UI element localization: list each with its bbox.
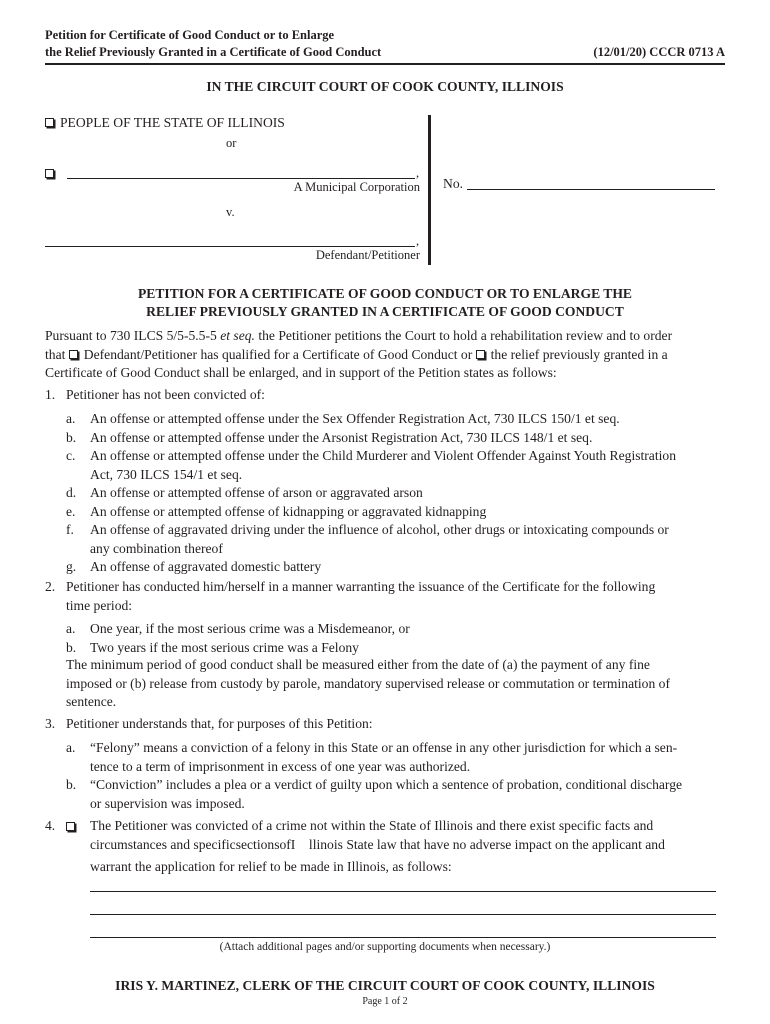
list-item-label: b. bbox=[66, 639, 77, 655]
defendant-name-line[interactable] bbox=[45, 246, 415, 247]
section3-text: Petitioner understands that, for purposes of this Petition: bbox=[66, 716, 373, 731]
versus-label: v. bbox=[226, 205, 235, 219]
explanation-line-2[interactable] bbox=[90, 914, 716, 915]
defendant-qualified-checkbox[interactable] bbox=[69, 350, 78, 359]
list-item-text: Two years if the most serious crime was a Felony bbox=[90, 639, 359, 655]
intro-etseq: et seq. bbox=[220, 328, 255, 343]
case-no-line[interactable] bbox=[467, 189, 715, 190]
municipal-checkbox-wrap[interactable] bbox=[45, 165, 60, 183]
list-item-label: f. bbox=[66, 522, 74, 537]
list-item bbox=[66, 739, 736, 776]
people-option[interactable] bbox=[45, 115, 285, 131]
section2-num: 2. bbox=[45, 579, 56, 594]
list-item-text: “Felony” means a conviction of a felony in this State or an offense in any other jurisdiction for which a sen- bbox=[90, 740, 678, 755]
list-item-label: d. bbox=[66, 485, 77, 500]
section2-line1: Petitioner has conducted him/herself in a manner warranting the issuance of the Certificate for the following bbox=[66, 579, 656, 594]
list-item-text: Act, 730 ILCS 154/1 et seq. bbox=[90, 466, 243, 482]
form-title-line2: the Relief Previously Granted in a Certificate of Good Conduct bbox=[45, 45, 382, 59]
list-item bbox=[66, 639, 736, 658]
people-checkbox[interactable] bbox=[45, 118, 54, 127]
people-label: PEOPLE OF THE STATE OF ILLINOIS bbox=[60, 115, 285, 130]
section2-note-line3: sentence. bbox=[66, 694, 117, 709]
list-item bbox=[66, 620, 736, 639]
section1-list bbox=[66, 410, 736, 577]
explanation-line-1[interactable] bbox=[90, 891, 716, 892]
form-title bbox=[45, 27, 465, 61]
section3-num: 3. bbox=[45, 716, 56, 731]
section2-note bbox=[66, 656, 736, 712]
intro-text-6: Certificate of Good Conduct shall be enlarged, and in support of the Petition states as follows: bbox=[45, 365, 557, 380]
section2-list bbox=[66, 620, 736, 657]
list-item-label: e. bbox=[66, 503, 76, 519]
list-item bbox=[66, 503, 736, 522]
relief-enlarged-checkbox[interactable] bbox=[476, 350, 485, 359]
list-item-label: b. bbox=[66, 777, 77, 792]
attach-note: (Attach additional pages and/or supporting documents when necessary.) bbox=[219, 941, 551, 953]
list-item-text: An offense of aggravated driving under the influence of alcohol, other drugs or intoxicating compounds or bbox=[90, 522, 669, 537]
defendant-comma: , bbox=[416, 234, 420, 248]
section1-num: 1. bbox=[45, 387, 56, 402]
list-item-label: c. bbox=[66, 448, 76, 463]
section2-line2: time period: bbox=[66, 597, 133, 613]
list-item-text: One year, if the most serious crime was a Misdemeanor, or bbox=[90, 621, 410, 636]
municipal-label: A Municipal Corporation bbox=[293, 180, 420, 194]
or-label: or bbox=[226, 136, 237, 150]
section4-text bbox=[90, 817, 740, 854]
section4-checkbox[interactable] bbox=[66, 822, 75, 831]
petition-title-line2: RELIEF PREVIOUSLY GRANTED IN A CERTIFICATE OF GOOD CONDUCT bbox=[146, 304, 624, 319]
list-item bbox=[66, 447, 736, 484]
list-item-text: “Conviction” includes a plea or a verdict of guilty upon which a sentence of probation, conditional discharge bbox=[90, 777, 683, 792]
defendant-label: Defendant/Petitioner bbox=[315, 248, 420, 262]
section4-line1: The Petitioner was convicted of a crime not within the State of Illinois and there exist specific facts and bbox=[90, 818, 654, 833]
list-item-label: a. bbox=[66, 411, 76, 426]
list-item bbox=[66, 776, 736, 813]
intro-text-4: Defendant/Petitioner has qualified for a Certificate of Good Conduct or bbox=[83, 346, 476, 362]
list-item-text: any combination thereof bbox=[90, 540, 223, 556]
list-item bbox=[66, 521, 736, 558]
list-item-text: An offense or attempted offense under the Sex Offender Registration Act, 730 ILCS 150/1 et seq. bbox=[90, 411, 620, 426]
municipal-comma: , bbox=[416, 166, 420, 180]
petition-title-line1: PETITION FOR A CERTIFICATE OF GOOD CONDUCT OR TO ENLARGE THE bbox=[137, 286, 633, 301]
list-item-label: a. bbox=[66, 740, 76, 755]
explanation-line-3[interactable] bbox=[90, 937, 716, 938]
list-item-text: tence to a term of imprisonment in excess of one year was authorized. bbox=[90, 758, 471, 774]
section4-num: 4. bbox=[45, 818, 56, 833]
section3-list bbox=[66, 739, 736, 813]
list-item-label: g. bbox=[66, 559, 77, 574]
list-item bbox=[66, 558, 736, 577]
intro-paragraph bbox=[45, 327, 735, 383]
court-heading: IN THE CIRCUIT COURT OF COOK COUNTY, ILLINOIS bbox=[206, 79, 564, 94]
section2-text bbox=[66, 578, 736, 615]
section2-note-line1: The minimum period of good conduct shall be measured either from the date of (a) the payment of any fine bbox=[66, 657, 650, 672]
list-item bbox=[66, 429, 736, 448]
list-item-text: An offense of aggravated domestic battery bbox=[90, 559, 322, 574]
list-item-text: or supervision was imposed. bbox=[90, 795, 245, 811]
list-item-text: An offense or attempted offense under the Child Murderer and Violent Offender Against Youth Registration bbox=[90, 448, 676, 463]
section4-checkbox-wrap[interactable] bbox=[66, 818, 81, 836]
municipal-checkbox[interactable] bbox=[45, 169, 54, 178]
list-item-text: An offense or attempted offense of kidnapping or aggravated kidnapping bbox=[90, 503, 487, 519]
list-item-label: b. bbox=[66, 429, 77, 445]
caption-divider bbox=[428, 115, 431, 265]
list-item bbox=[66, 410, 736, 429]
municipal-name-line[interactable] bbox=[67, 178, 415, 179]
list-item bbox=[66, 484, 736, 503]
intro-text-2: the Petitioner petitions the Court to hold a rehabilitation review and to order bbox=[254, 328, 673, 343]
header-rule bbox=[45, 63, 725, 65]
section4-line2: circumstances and specificsectionsofI llinois State law that have no adverse impact on the applicant and bbox=[90, 836, 665, 852]
page-number: Page 1 of 2 bbox=[362, 996, 408, 1007]
clerk-footer: IRIS Y. MARTINEZ, CLERK OF THE CIRCUIT COURT OF COOK COUNTY, ILLINOIS bbox=[115, 978, 655, 993]
section1-text: Petitioner has not been convicted of: bbox=[66, 387, 265, 402]
form-code: (12/01/20) CCCR 0713 A bbox=[593, 45, 725, 59]
case-no-label: No. bbox=[443, 176, 464, 191]
intro-text-3: that bbox=[45, 346, 69, 362]
intro-text-1: Pursuant to 730 ILCS 5/5-5.5-5 bbox=[45, 328, 221, 343]
petition-title bbox=[0, 285, 770, 321]
list-item-text: An offense or attempted offense under the Arsonist Registration Act, 730 ILCS 148/1 et seq. bbox=[90, 429, 593, 445]
list-item-text: An offense or attempted offense of arson or aggravated arson bbox=[90, 485, 423, 500]
list-item-label: a. bbox=[66, 621, 76, 636]
intro-text-5: the relief previously granted in a bbox=[490, 346, 668, 362]
section4-line3: warrant the application for relief to be made in Illinois, as follows: bbox=[90, 859, 452, 874]
form-title-line1: Petition for Certificate of Good Conduct or to Enlarge bbox=[45, 28, 335, 42]
section2-note-line2: imposed or (b) release from custody by parole, mandatory supervised release or commutation or termination of bbox=[66, 675, 670, 691]
